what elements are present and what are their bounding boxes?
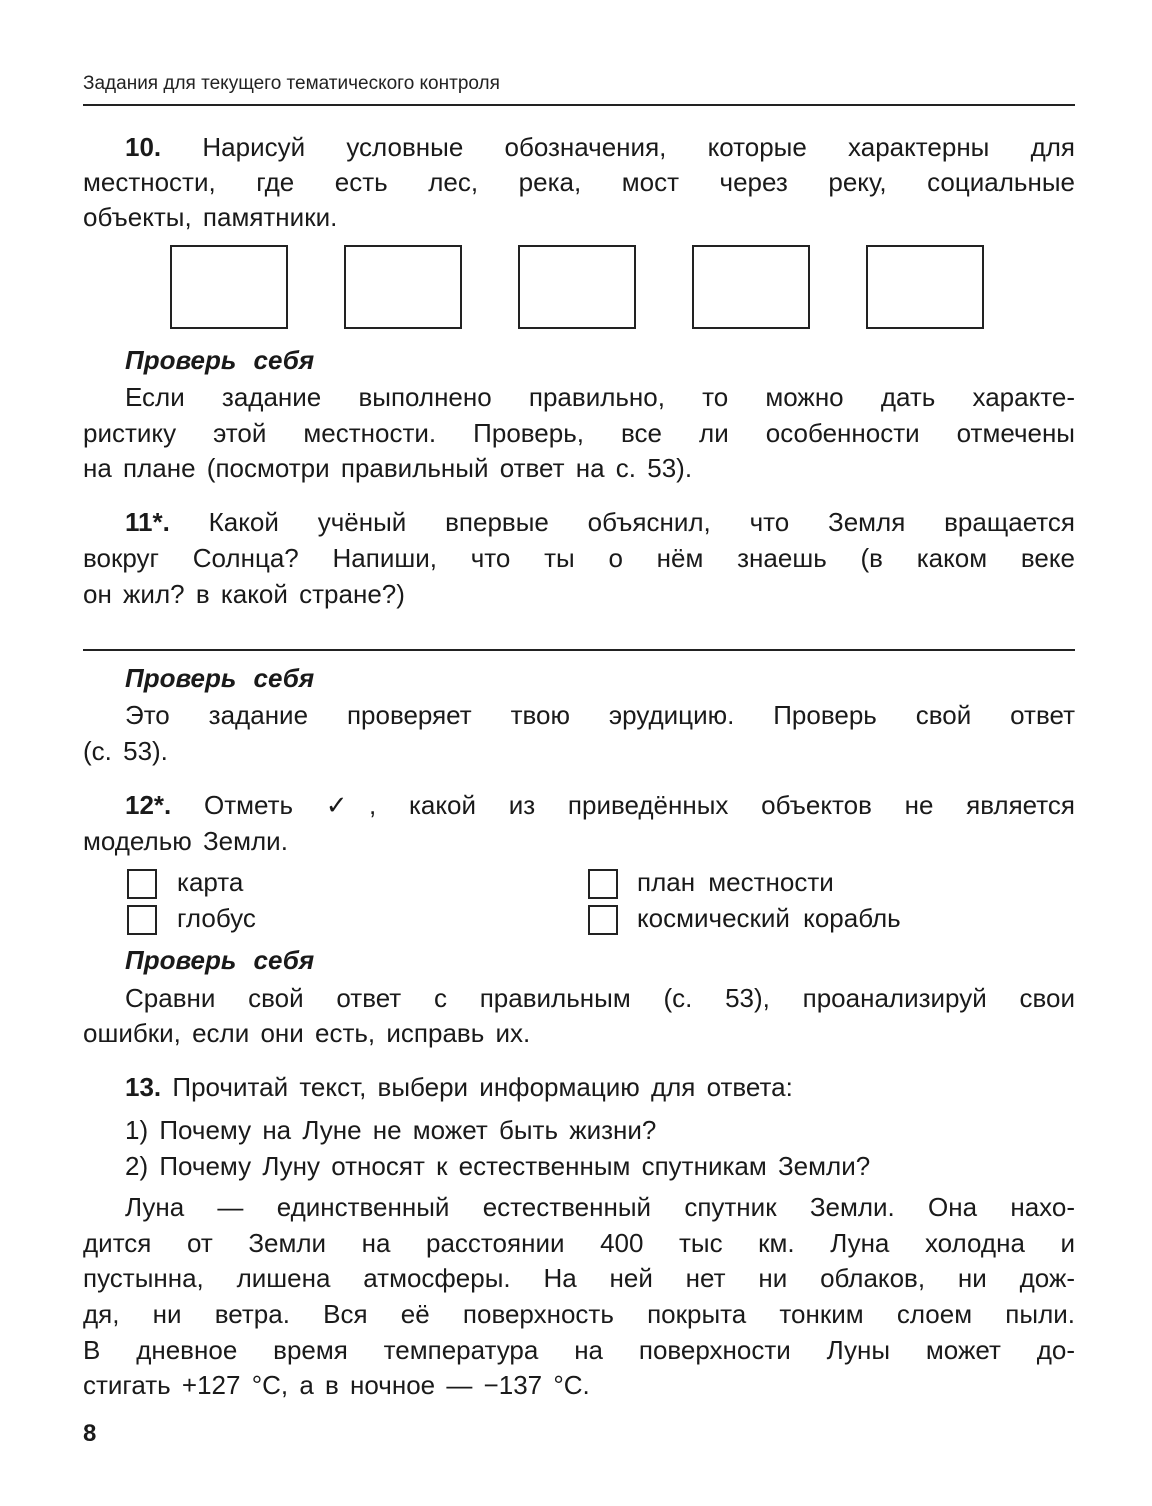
task-11-line: он жил? в какой стране?): [83, 579, 405, 609]
reading-text-line: стигать +127 °С, а в ночное — −137 °С.: [83, 1370, 590, 1400]
option-label: карта: [177, 867, 244, 897]
task-12-line: 12*. Отметь ✓, какой из приведённых объектов не является: [125, 790, 1075, 820]
page-number: 8: [83, 1420, 97, 1447]
option-checkbox[interactable]: [588, 869, 618, 899]
option-checkbox[interactable]: [588, 905, 618, 935]
drawing-box[interactable]: [344, 245, 462, 329]
reading-text-line: дится от Земли на расстоянии 400 тыс км. Луна холодна и: [83, 1228, 1075, 1258]
reading-text-line: пустынна, лишена атмосферы. На ней нет ни облаков, ни дож-: [83, 1263, 1075, 1293]
check-text-line: Сравни свой ответ с правильным (с. 53), проанализируй свои: [125, 983, 1075, 1013]
task-10-line: местности, где есть лес, река, мост через реку, социальные: [83, 167, 1075, 197]
reading-text-line: В дневное время температура на поверхности Луны может до-: [83, 1335, 1075, 1365]
task-12-line: моделью Земли.: [83, 826, 288, 856]
task-number: 13.: [125, 1072, 162, 1102]
check-text-line: на плане (посмотри правильный ответ на с. 53).: [83, 453, 693, 483]
drawing-box[interactable]: [692, 245, 810, 329]
task-13-question: 2) Почему Луну относят к естественным спутникам Земли?: [125, 1151, 871, 1181]
reading-text-line: Луна — единственный естественный спутник Земли. Она нахо-: [125, 1192, 1075, 1222]
task-number: 11*.: [125, 507, 170, 537]
answer-line[interactable]: [83, 649, 1075, 651]
drawing-box[interactable]: [866, 245, 984, 329]
task-10-line: 10. Нарисуй условные обозначения, которые характерны для: [125, 132, 1075, 162]
check-text-line: ристику этой местности. Проверь, все ли особенности отмечены: [83, 418, 1075, 448]
option-checkbox[interactable]: [127, 869, 157, 899]
option-checkbox[interactable]: [127, 905, 157, 935]
task-13-question: 1) Почему на Луне не может быть жизни?: [125, 1115, 657, 1145]
task-13-line: 13. Прочитай текст, выбери информацию для ответа:: [125, 1072, 793, 1102]
check-yourself-heading: Проверь себя: [125, 663, 315, 693]
running-header: Задания для текущего тематического контроля: [83, 73, 500, 94]
reading-text-line: дя, ни ветра. Вся её поверхность покрыта тонким слоем пыли.: [83, 1299, 1075, 1329]
check-text-line: Если задание выполнено правильно, то можно дать характе-: [125, 382, 1075, 412]
task-number: 12*.: [125, 790, 172, 820]
check-text-line: Это задание проверяет твою эрудицию. Проверь свой ответ: [125, 700, 1075, 730]
task-10-line: объекты, памятники.: [83, 202, 338, 232]
task-11-line: вокруг Солнца? Напиши, что ты о нём знаешь (в каком веке: [83, 543, 1075, 573]
option-label: космический корабль: [637, 903, 901, 933]
header-rule: [83, 104, 1075, 106]
check-text-line: ошибки, если они есть, исправь их.: [83, 1018, 531, 1048]
task-number: 10.: [125, 132, 162, 162]
option-label: глобус: [177, 903, 256, 933]
option-label: план местности: [637, 867, 834, 897]
task-11-line: 11*. Какой учёный впервые объяснил, что Земля вращается: [125, 507, 1075, 537]
drawing-box[interactable]: [518, 245, 636, 329]
check-yourself-heading: Проверь себя: [125, 945, 315, 975]
check-yourself-heading: Проверь себя: [125, 345, 315, 375]
check-text-line: (с. 53).: [83, 736, 168, 766]
drawing-box[interactable]: [170, 245, 288, 329]
